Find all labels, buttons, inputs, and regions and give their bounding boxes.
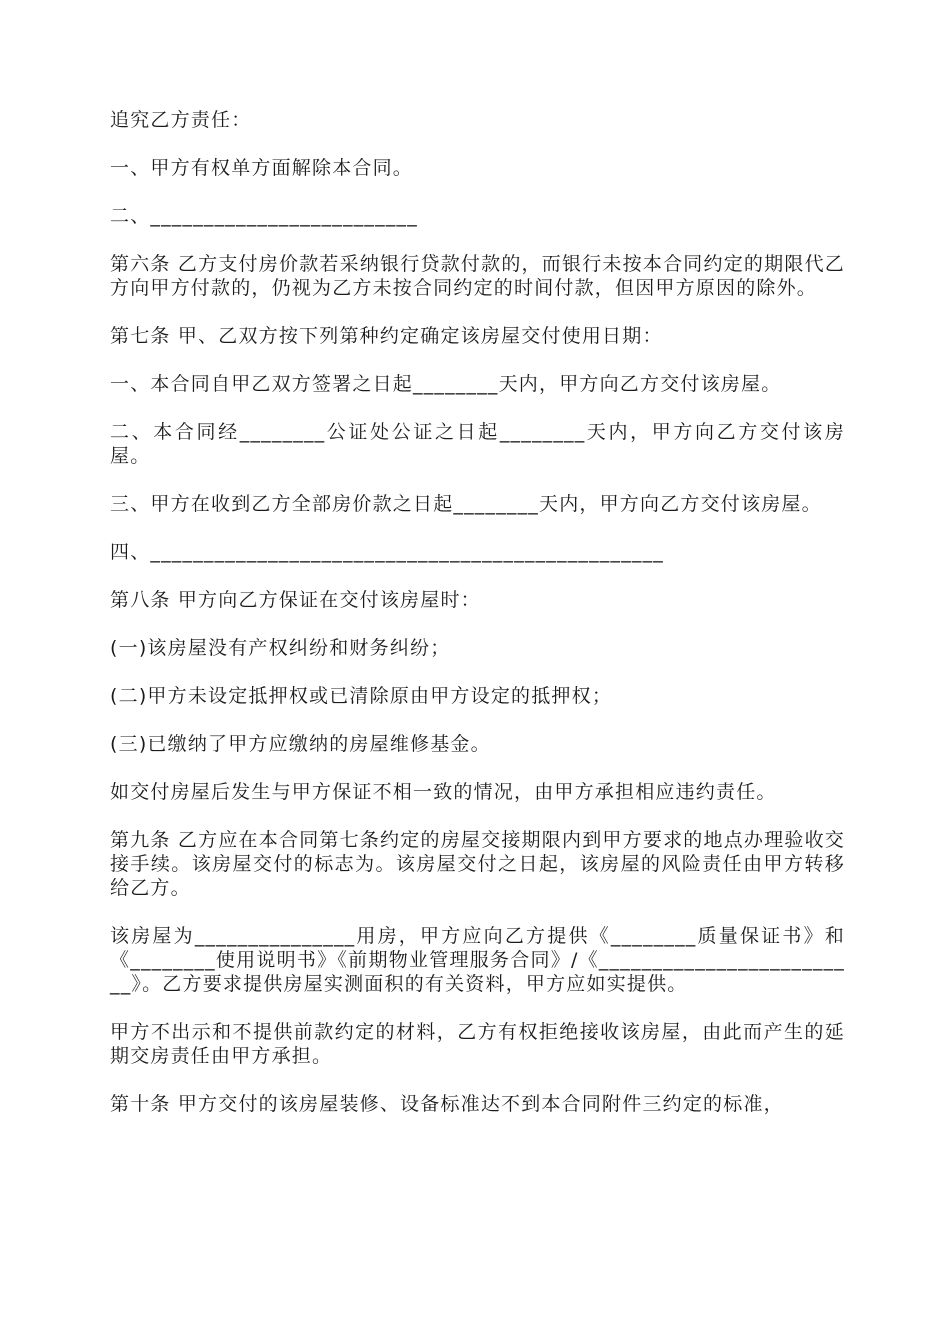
paragraph-article-9-refusal: 甲方不出示和不提供前款约定的材料，乙方有权拒绝接收该房屋，由此而产生的延期交房责任由甲方承担。 (110, 1021, 845, 1067)
paragraph-article-8-item-3: (三)已缴纳了甲方应缴纳的房屋维修基金。 (110, 733, 491, 755)
paragraph-article-7-option-2: 二、本合同经________公证处公证之日起________天内，甲方向乙方交付该房屋。 (110, 421, 845, 467)
paragraph-clause-2-blank: 二、_________________________ (110, 205, 418, 227)
paragraph-article-7-option-1: 一、本合同自甲乙双方签署之日起________天内，甲方向乙方交付该房屋。 (110, 373, 782, 395)
paragraph-article-7-option-4: 四、________________________________________________ (110, 541, 664, 563)
paragraph-article-8-item-1: (一)该房屋没有产权纠纷和财务纠纷； (110, 637, 451, 659)
paragraph-article-6: 第六条 乙方支付房价款若采纳银行贷款付款的，而银行未按本合同约定的期限代乙方向甲方付款的，仍视为乙方未按合同约定的时间付款，但因甲方原因的除外。 (110, 253, 845, 299)
paragraph-clause-1: 一、甲方有权单方面解除本合同。 (110, 157, 414, 179)
paragraph-liability-intro: 追究乙方责任： (110, 109, 252, 131)
paragraph-article-8-breach: 如交付房屋后发生与甲方保证不相一致的情况，由甲方承担相应违约责任。 (110, 781, 777, 803)
document-page (110, 108, 845, 1140)
paragraph-article-7: 第七条 甲、乙双方按下列第种约定确定该房屋交付使用日期： (110, 325, 663, 347)
paragraph-article-9-documents: 该房屋为_______________用房，甲方应向乙方提供《________质量保证书》和《________使用说明书》《前期物业管理服务合同》/《_________________________》。乙方要求提供房屋实测面积的有关资料，甲方应如实提供。 (110, 925, 845, 995)
paragraph-article-9: 第九条 乙方应在本合同第七条约定的房屋交接期限内到甲方要求的地点办理验收交接手续。该房屋交付的标志为。该房屋交付之日起，该房屋的风险责任由甲方转移给乙方。 (110, 829, 845, 899)
paragraph-article-8: 第八条 甲方向乙方保证在交付该房屋时： (110, 589, 481, 611)
paragraph-article-10: 第十条 甲方交付的该房屋装修、设备标准达不到本合同附件三约定的标准， (110, 1093, 784, 1115)
paragraph-article-8-item-2: (二)甲方未设定抵押权或已清除原由甲方设定的抵押权； (110, 685, 613, 707)
paragraph-article-7-option-3: 三、甲方在收到乙方全部房价款之日起________天内，甲方向乙方交付该房屋。 (110, 493, 822, 515)
